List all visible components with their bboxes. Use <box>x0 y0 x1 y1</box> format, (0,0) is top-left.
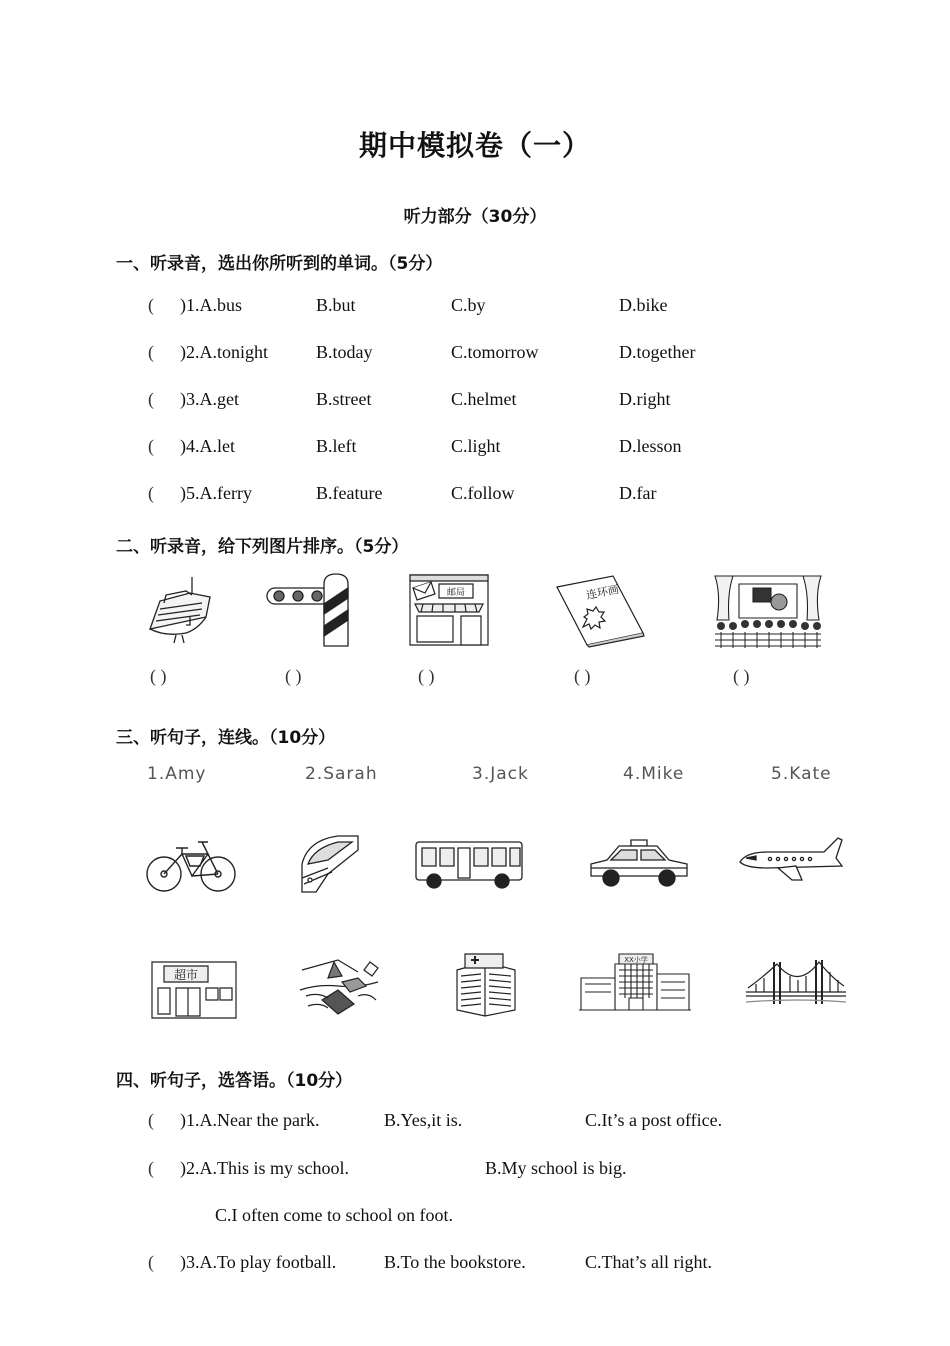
answer-blank[interactable]: ( <box>148 1252 154 1272</box>
option-b: B.To the bookstore. <box>384 1252 526 1272</box>
option-b: B.Yes,it is. <box>384 1110 463 1130</box>
answer-blank[interactable]: ( <box>148 483 154 503</box>
answer-blank[interactable]: ( <box>148 1158 154 1178</box>
post-office-sign: 邮局 <box>446 588 466 598</box>
comic-book-title: 连环画 <box>585 582 620 602</box>
post-office-icon <box>409 574 489 646</box>
option-b: B.street <box>316 389 372 409</box>
option-d: D.together <box>619 342 696 362</box>
section3-heading: 三、听句子，连线。（10分） <box>116 728 336 748</box>
section4-heading: 四、听句子，选答语。（10分） <box>116 1071 353 1091</box>
option-a: )3.A.get <box>180 389 239 409</box>
school-icon[interactable] <box>579 952 691 1012</box>
school-sign: XX小学 <box>624 956 648 964</box>
option-c: C.by <box>451 295 486 315</box>
option-b: B.My school is big. <box>485 1158 627 1178</box>
option-d: D.lesson <box>619 436 682 456</box>
name-label: 4.Mike <box>623 764 685 784</box>
traffic-light-icon <box>266 574 354 646</box>
answer-blank[interactable]: ( <box>148 436 154 456</box>
order-blank[interactable]: ( ) <box>418 666 435 686</box>
name-label: 1.Amy <box>147 764 207 784</box>
option-c: C.follow <box>451 483 515 503</box>
excavator-icon[interactable] <box>298 956 380 1018</box>
hospital-icon[interactable] <box>451 950 521 1018</box>
option-a: )1.A.Near the park. <box>180 1110 320 1130</box>
option-d: D.right <box>619 389 671 409</box>
option-a: )5.A.ferry <box>180 483 252 503</box>
name-label: 2.Sarah <box>305 764 378 784</box>
bicycle-icon[interactable] <box>146 838 238 894</box>
option-a: )2.A.This is my school. <box>180 1158 349 1178</box>
taxi-icon[interactable] <box>587 838 691 888</box>
name-label: 5.Kate <box>771 764 832 784</box>
option-a: )3.A.To play football. <box>180 1252 337 1272</box>
page-title: 期中模拟卷（一） <box>358 129 591 162</box>
section2-heading: 二、听录音，给下列图片排序。（5分） <box>116 537 409 557</box>
order-blank[interactable]: ( ) <box>150 666 167 686</box>
listening-subtitle: 听力部分（30分） <box>403 207 547 227</box>
order-blank[interactable]: ( ) <box>574 666 591 686</box>
comic-book-icon <box>555 575 645 647</box>
order-blank[interactable]: ( ) <box>733 666 750 686</box>
option-c: C.I often come to school on foot. <box>215 1205 453 1225</box>
option-a: )1.A.bus <box>180 295 242 315</box>
answer-blank[interactable]: ( <box>148 1110 154 1130</box>
option-c: C.helmet <box>451 389 517 409</box>
option-c: C.That’s all right. <box>585 1252 712 1272</box>
bridge-icon[interactable] <box>746 958 846 1008</box>
plane-icon[interactable] <box>738 836 842 884</box>
option-b: B.but <box>316 295 356 315</box>
option-c: C.It’s a post office. <box>585 1110 723 1130</box>
option-a: )4.A.let <box>180 436 235 456</box>
section1-heading: 一、听录音，选出你所听到的单词。（5分） <box>116 254 443 274</box>
bus-icon[interactable] <box>414 840 524 890</box>
option-d: D.bike <box>619 295 668 315</box>
option-b: B.left <box>316 436 357 456</box>
train-icon[interactable] <box>298 834 360 894</box>
option-b: B.feature <box>316 483 383 503</box>
answer-blank[interactable]: ( <box>148 342 154 362</box>
answer-blank[interactable]: ( <box>148 295 154 315</box>
option-b: B.today <box>316 342 373 362</box>
supermarket-icon[interactable] <box>150 958 238 1020</box>
name-label: 3.Jack <box>472 764 529 784</box>
option-d: D.far <box>619 483 657 503</box>
ship-icon <box>146 577 214 647</box>
option-c: C.tomorrow <box>451 342 539 362</box>
cinema-icon <box>713 574 823 648</box>
option-c: C.light <box>451 436 501 456</box>
answer-blank[interactable]: ( <box>148 389 154 409</box>
order-blank[interactable]: ( ) <box>285 666 302 686</box>
option-a: )2.A.tonight <box>180 342 268 362</box>
supermarket-sign: 超市 <box>173 968 199 982</box>
